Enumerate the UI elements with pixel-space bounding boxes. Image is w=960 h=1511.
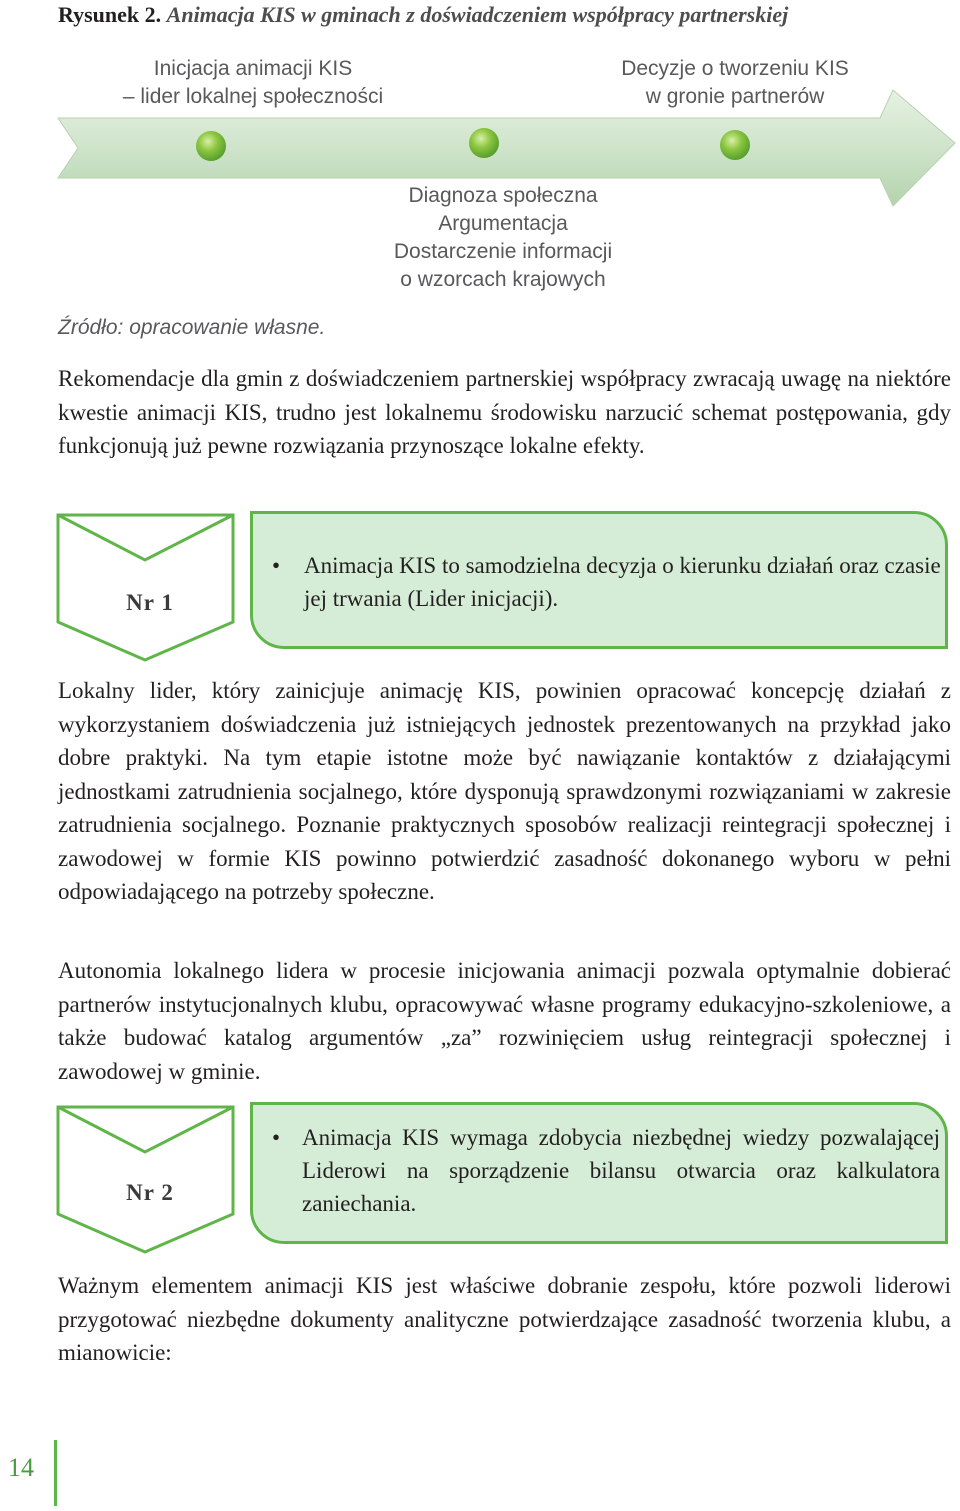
- timeline-dot-1-icon: [196, 131, 226, 161]
- timeline-label-middle-line-3: Dostarczenie informacji: [393, 240, 613, 263]
- rec2-label: Nr 2: [126, 1180, 174, 1205]
- paragraph-4: Ważnym elementem animacji KIS jest właściwe dobranie zespołu, które pozwoli liderowi przygotować niezbędne dokumenty analityczne potwierdzające zasadność tworzenia klubu, a mianowicie:: [58, 1273, 951, 1365]
- rec2-bullet: •: [272, 1125, 281, 1150]
- timeline-label-end-line-2: w gronie partnerów: [645, 85, 825, 108]
- timeline-label-start: [88, 55, 418, 111]
- paragraph-1: Rekomendacje dla gmin z doświadczeniem partnerskiej współpracy zwracają uwagę na niektóre kwestie animacji KIS, trudno jest lokalnemu środowisku narzucić schemat postępowania, gdy funkcjonują już pewne rozwiązania przynoszące lokalne efekty.: [58, 366, 951, 458]
- rec1-text: Animacja KIS to samodzielna decyzja o kierunku działań oraz czasie jej trwania (Lider inicjacji).: [304, 553, 941, 611]
- figure-source: Źródło: opracowanie własne.: [58, 316, 326, 339]
- timeline-dot-3-icon: [720, 130, 750, 160]
- timeline-label-end: [590, 55, 880, 111]
- rec1-content: [272, 549, 942, 615]
- timeline-dot-2-icon: [469, 128, 499, 158]
- timeline-label-middle: [363, 182, 643, 294]
- figure-number: Rysunek 2.: [58, 2, 162, 27]
- rec1-label: Nr 1: [126, 590, 174, 615]
- page-number: 14: [8, 1453, 34, 1482]
- timeline-label-middle-line-2: Argumentacja: [438, 212, 568, 235]
- timeline-label-start-line-1: Inicjacja animacji KIS: [153, 57, 353, 80]
- rec2-content: [272, 1121, 940, 1220]
- paragraph-3: Autonomia lokalnego lidera w procesie inicjowania animacji pozwala optymalnie dobierać partnerów instytucjonalnych klubu, opracowywać własne programy edukacyjno-szkoleniowe, a także budować katalog argumentów „za” rozwinięciem usług reintegracji społecznej i zawodowej w gminie.: [58, 958, 951, 1084]
- timeline-label-end-line-1: Decyzje o tworzeniu KIS: [621, 57, 849, 80]
- figure-caption: Animacja KIS w gminach z doświadczeniem współpracy partnerskiej: [166, 2, 789, 27]
- paragraph-2: Lokalny lider, który zainicjuje animację KIS, powinien opracować koncepcję działań z wykorzystaniem doświadczenia już istniejących jednostek prezentowanych na przykład jako dobre praktyki. Na tym etapie istotne może być nawiązanie kontaktów z działającymi jednostkami zatrudnienia socjalnego, które dysponują sprawdzonymi rozwiązaniami w zakresie zatrudnienia socjalnego. Poznanie praktycznych sposobów realizacji reintegracji społecznej i zawodowej w formie KIS powinno potwierdzić zasadność dokonanego wyboru w pełni odpowiadającego na potrzeby społeczne.: [58, 678, 951, 904]
- page-number-rule: [54, 1440, 57, 1506]
- timeline-label-middle-line-1: Diagnoza społeczna: [408, 184, 598, 207]
- timeline-label-middle-line-4: o wzorcach krajowych: [400, 268, 606, 291]
- rec2-text: Animacja KIS wymaga zdobycia niezbędnej wiedzy pozwalającej Liderowi na sporządzenie bilansu otwarcia oraz kalkulatora zaniechania.: [302, 1125, 940, 1216]
- rec1-bullet: •: [272, 553, 281, 578]
- timeline-label-start-line-2: – lider lokalnej społeczności: [122, 85, 384, 108]
- rec1-badge: [55, 512, 245, 664]
